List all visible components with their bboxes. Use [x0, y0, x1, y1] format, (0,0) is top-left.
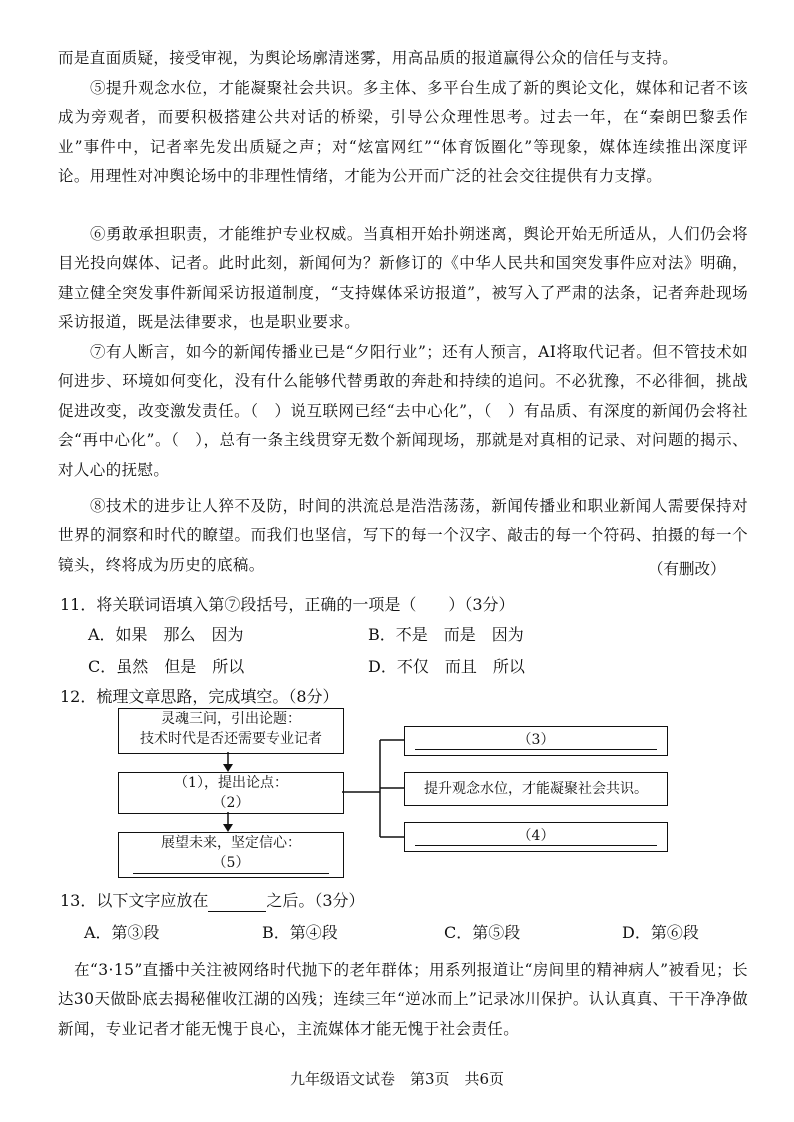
question-13-answer-blank[interactable] [208, 895, 266, 912]
source-note: （有删改） [648, 560, 726, 578]
diagram-box-point-4 [404, 822, 668, 852]
paragraph-7: ⑦有人断言，如今的新闻传播业已是“夕阳行业”；还有人预言，AI将取代记者。但不管技术如何进步、环境如何变化，没有什么能够代替勇敢的奔赴和持续的追问。不必犹豫，不必徘徊，挑战促进改变，改变激发责任。（ ）说互联网已经“去中心化”，（ ）有品质、有深度的新闻仍会将社会“再中心化”。（ ），总有一条主线贯穿无数个新闻现场，那就是对真相的记录、对问题的揭示、对人心的抚慰。 [58, 343, 748, 479]
paragraph-8: ⑧技术的进步让人猝不及防，时间的洪流总是浩浩荡荡，新闻传播业和职业新闻人需要保持对世界的洞察和时代的瞭望。而我们也坚信，写下的每一个汉字、敲击的每一个符码、拍摄的每一个镜头，终将成为历史的底稿。 [58, 497, 748, 574]
question-13-option-a[interactable]: A．第③段 [84, 923, 160, 942]
diagram-box-point-5: 提升观念水位，才能凝聚社会共识。 [404, 772, 668, 806]
question-13-option-b[interactable]: B．第④段 [262, 923, 338, 942]
question-11-option-c[interactable]: C．虽然 但是 所以 [88, 657, 245, 676]
question-13-option-c[interactable]: C．第⑤段 [444, 923, 521, 942]
question-13-passage: 在“3·15”直播中关注被网络时代抛下的老年群体；用系列报道让“房间里的精神病人”被看见；长达30天做卧底去揭秘催收江湖的凶残；连续三年“逆冰而上”记录冰川保护。认认真真、干干净净做新闻，专业记者才能无愧于良心，主流媒体才能无愧于社会责任。 [58, 961, 748, 1038]
diagram-box-thesis-line1[interactable]: （1），提出论点： [174, 775, 288, 791]
paragraph-5: ⑤提升观念水位，才能凝聚社会共识。多主体、多平台生成了新的舆论文化，媒体和记者不该成为旁观者，而要积极搭建公共对话的桥梁，引导公众理性思考。过去一年，在“秦朗巴黎丢作业”事件中，记者率先发出质疑之声；对“炫富网红”“体育饭圈化”等现象，媒体连续推出深度评论。用理性对冲舆论场中的非理性情绪，才能为公开而广泛的社会交往提供有力支撑。 [58, 79, 748, 186]
diagram-box-point-3 [404, 726, 668, 756]
question-13-option-d[interactable]: D．第⑥段 [622, 923, 699, 942]
structure-diagram [0, 700, 794, 890]
diagram-box-topic [118, 708, 344, 754]
question-13-stem-a: 13．以下文字应放在 [60, 891, 209, 910]
question-13-stem [60, 890, 365, 912]
diagram-box-point-4-blank[interactable]: （4） [415, 827, 657, 846]
question-11-option-b[interactable]: B．不是 而是 因为 [368, 625, 524, 644]
question-11-stem: 11．将关联词语填入第⑦段括号，正确的一项是（ ）（3分） [60, 595, 515, 614]
diagram-box-topic-line1: 灵魂三问，引出论题： [161, 711, 301, 727]
question-11-option-d[interactable]: D．不仅 而且 所以 [368, 657, 525, 676]
page-footer: 九年级语文试卷 第3页 共6页 [289, 1070, 505, 1088]
diagram-box-outlook-line2[interactable]: （5） [133, 853, 329, 874]
question-12-stem: 12．梳理文章思路，完成填空。（8分） [60, 687, 339, 706]
diagram-box-outlook-line1: 展望未来，坚定信心： [161, 835, 301, 851]
diagram-box-point-3-blank[interactable]: （3） [415, 731, 657, 750]
diagram-box-topic-line2: 技术时代是否还需要专业记者 [140, 731, 322, 747]
diagram-box-thesis-line2[interactable]: （2） [133, 793, 329, 814]
paragraph-continuation: 而是直面质疑，接受审视，为舆论场廓清迷雾，用高品质的报道赢得公众的信任与支持。 [58, 49, 679, 67]
question-13-stem-b: 之后。（3分） [266, 891, 365, 910]
paragraph-6: ⑥勇敢承担职责，才能维护专业权威。当真相开始扑朔迷离，舆论开始无所适从，人们仍会将目光投向媒体、记者。此时此刻，新闻何为？新修订的《中华人民共和国突发事件应对法》明确，建立健全突发事件新闻采访报道制度，“支持媒体采访报道”，被写入了严肃的法条，记者奔赴现场采访报道，既是法律要求，也是职业要求。 [58, 225, 748, 332]
diagram-box-outlook [118, 832, 344, 878]
question-11-option-a[interactable]: A．如果 那么 因为 [88, 625, 244, 644]
diagram-box-thesis [118, 772, 344, 814]
